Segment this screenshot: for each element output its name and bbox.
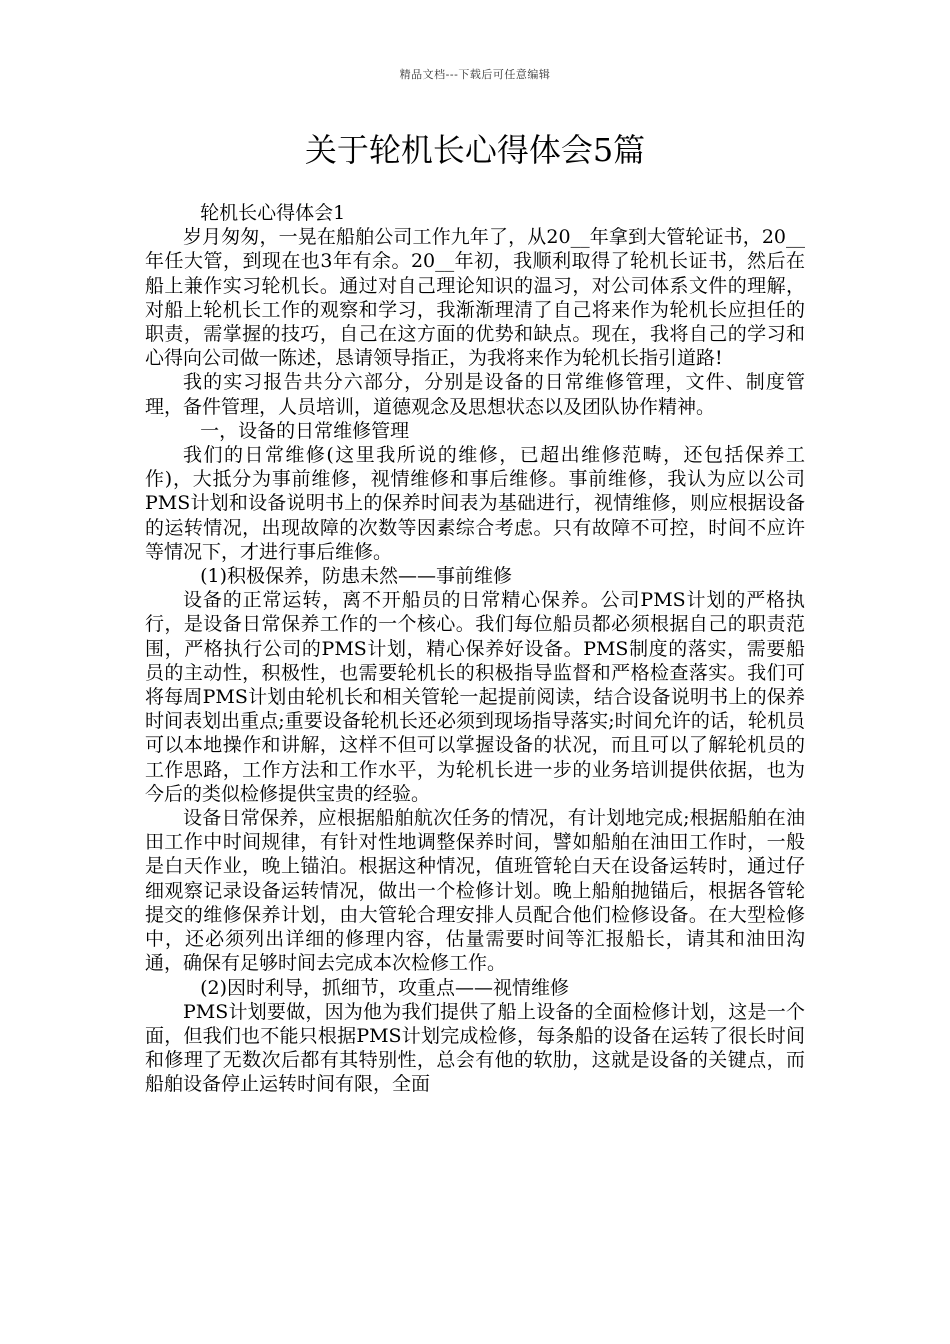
body-paragraph: 岁月匆匆，一晃在船舶公司工作九年了，从20__年拿到大管轮证书，20__年任大管，到现在也3年有余。20__年初，我顺利取得了轮机长证书，然后在船上兼作实习轮机长。通过对自己理论知识的温习，对公司体系文件的理解，对船上轮机长工作的观察和学习，我渐渐理清了自己将来作为轮机长应担任的职责，需掌握的技巧，自己在这方面的优势和缺点。现在，我将自己的学习和心得向公司做一陈述，恳请领导指正，为我将来作为轮机长指引道路! [145, 226, 805, 370]
body-paragraph: 我们的日常维修(这里我所说的维修，已超出维修范畴，还包括保养工作)，大抵分为事前维修，视情维修和事后维修。事前维修，我认为应以公司PMS计划和设备说明书上的保养时间表为基础进行，视情维修，则应根据设备的运转情况，出现故障的次数等因素综合考虑。只有故障不可控，时间不应许等情况下，才进行事后维修。 [145, 444, 805, 563]
subsection-heading: (1)积极保养，防患未然——事前维修 [200, 565, 513, 588]
body-paragraph: PMS计划要做，因为他为我们提供了船上设备的全面检修计划，这是一个面，但我们也不能只根据PMS计划完成检修，每条船的设备在运转了很长时间和修理了无数次后都有其特别性，总会有他的软肋，这就是设备的关键点，而船舶设备停止运转时间有限，全面 [145, 1000, 805, 1096]
header-note: 精品文档---下载后可任意编辑 [399, 68, 551, 81]
body-paragraph: 我的实习报告共分六部分，分别是设备的日常维修管理，文件、制度管理，备件管理，人员培训，道德观念及思想状态以及团队协作精神。 [145, 371, 805, 418]
section-heading: 轮机长心得体会1 [200, 202, 346, 224]
document-body [145, 201, 805, 1097]
document-title: 关于轮机长心得体会5篇 [304, 131, 646, 169]
subsection-heading: (2)因时利导，抓细节，攻重点——视情维修 [200, 976, 570, 999]
section-heading: 一，设备的日常维修管理 [200, 419, 410, 442]
body-paragraph: 设备日常保养，应根据船舶航次任务的情况，有计划地完成;根据船舶在油田工作中时间规律，有针对性地调整保养时间，譬如船舶在油田工作时，一般是白天作业，晚上锚泊。根据这种情况，值班管轮白天在设备运转时，通过仔细观察记录设备运转情况，做出一个检修计划。晚上船舶抛锚后，根据各管轮提交的维修保养计划，由大管轮合理安排人员配合他们检修设备。在大型检修中，还必须列出详细的修理内容，估量需要时间等汇报船长，请其和油田沟通，确保有足够时间去完成本次检修工作。 [145, 807, 805, 975]
body-paragraph: 设备的正常运转，离不开船员的日常精心保养。公司PMS计划的严格执行，是设备日常保养工作的一个核心。我们每位船员都必须根据自己的职责范围，严格执行公司的PMS计划，精心保养好设备。PMS制度的落实，需要船员的主动性，积极性，也需要轮机长的积极指导监督和严格检查落实。我们可将每周PMS计划由轮机长和相关管轮一起提前阅读，结合设备说明书上的保养时间表划出重点;重要设备轮机长还必须到现场指导落实;时间允许的话，轮机员可以本地操作和讲解，这样不但可以掌握设备的状况，而且可以了解轮机员的工作思路，工作方法和工作水平，为轮机长进一步的业务培训提供依据，也为今后的类似检修提供宝贵的经验。 [145, 589, 805, 805]
